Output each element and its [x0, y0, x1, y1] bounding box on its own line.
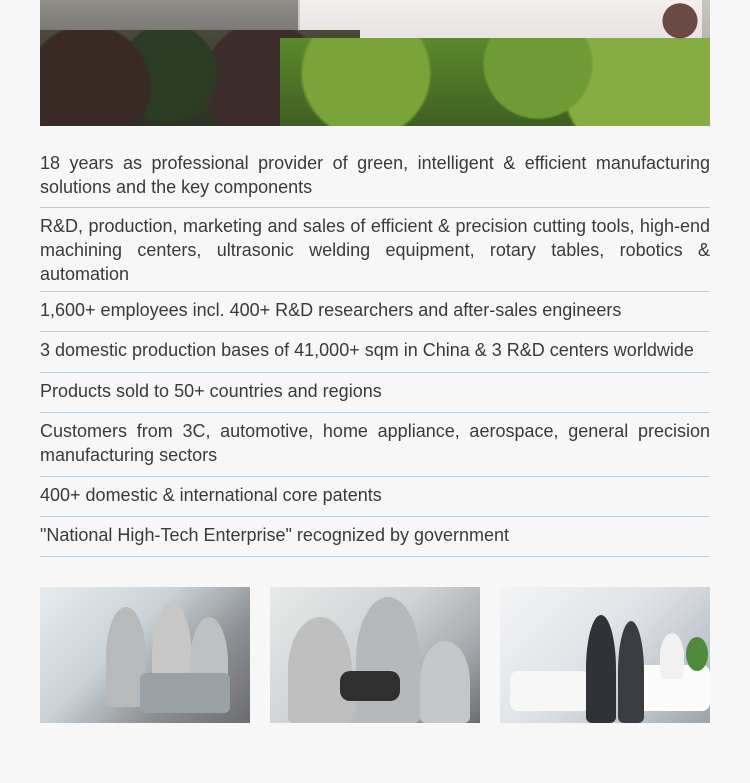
machine — [140, 673, 230, 713]
fact-item: "National High-Tech Enterprise" recognized by government — [40, 517, 710, 557]
fact-item: 400+ domestic & international core patents — [40, 477, 710, 517]
person — [356, 597, 420, 723]
fact-item: Customers from 3C, automotive, home appliance, aerospace, general precision manufacturing sectors — [40, 413, 710, 477]
microscope-icon — [340, 671, 400, 701]
fact-item: 18 years as professional provider of green, intelligent & efficient manufacturing solutions and the key components — [40, 146, 710, 208]
fact-item: 3 domestic production bases of 41,000+ sqm in China & 3 R&D centers worldwide — [40, 332, 710, 373]
fact-item: Products sold to 50+ countries and regions — [40, 373, 710, 413]
person — [288, 617, 352, 723]
fact-item: 1,600+ employees incl. 400+ R&D researchers and after-sales engineers — [40, 292, 710, 332]
tree — [650, 0, 710, 52]
company-facts-list — [40, 146, 710, 557]
green-hedge — [280, 38, 710, 126]
fact-item: R&D, production, marketing and sales of efficient & precision cutting tools, high-end machining centers, ultrasonic welding equipment, rotary tables, robotics & automation — [40, 208, 710, 292]
display-desk — [510, 671, 590, 711]
person — [420, 641, 470, 723]
person — [660, 633, 684, 679]
lab-team-photo — [40, 587, 250, 723]
plant-icon — [686, 637, 708, 671]
headquarters-photo — [40, 0, 710, 126]
showroom-photo — [500, 587, 710, 723]
person — [618, 621, 644, 723]
microscope-photo — [270, 587, 480, 723]
person — [586, 615, 616, 723]
